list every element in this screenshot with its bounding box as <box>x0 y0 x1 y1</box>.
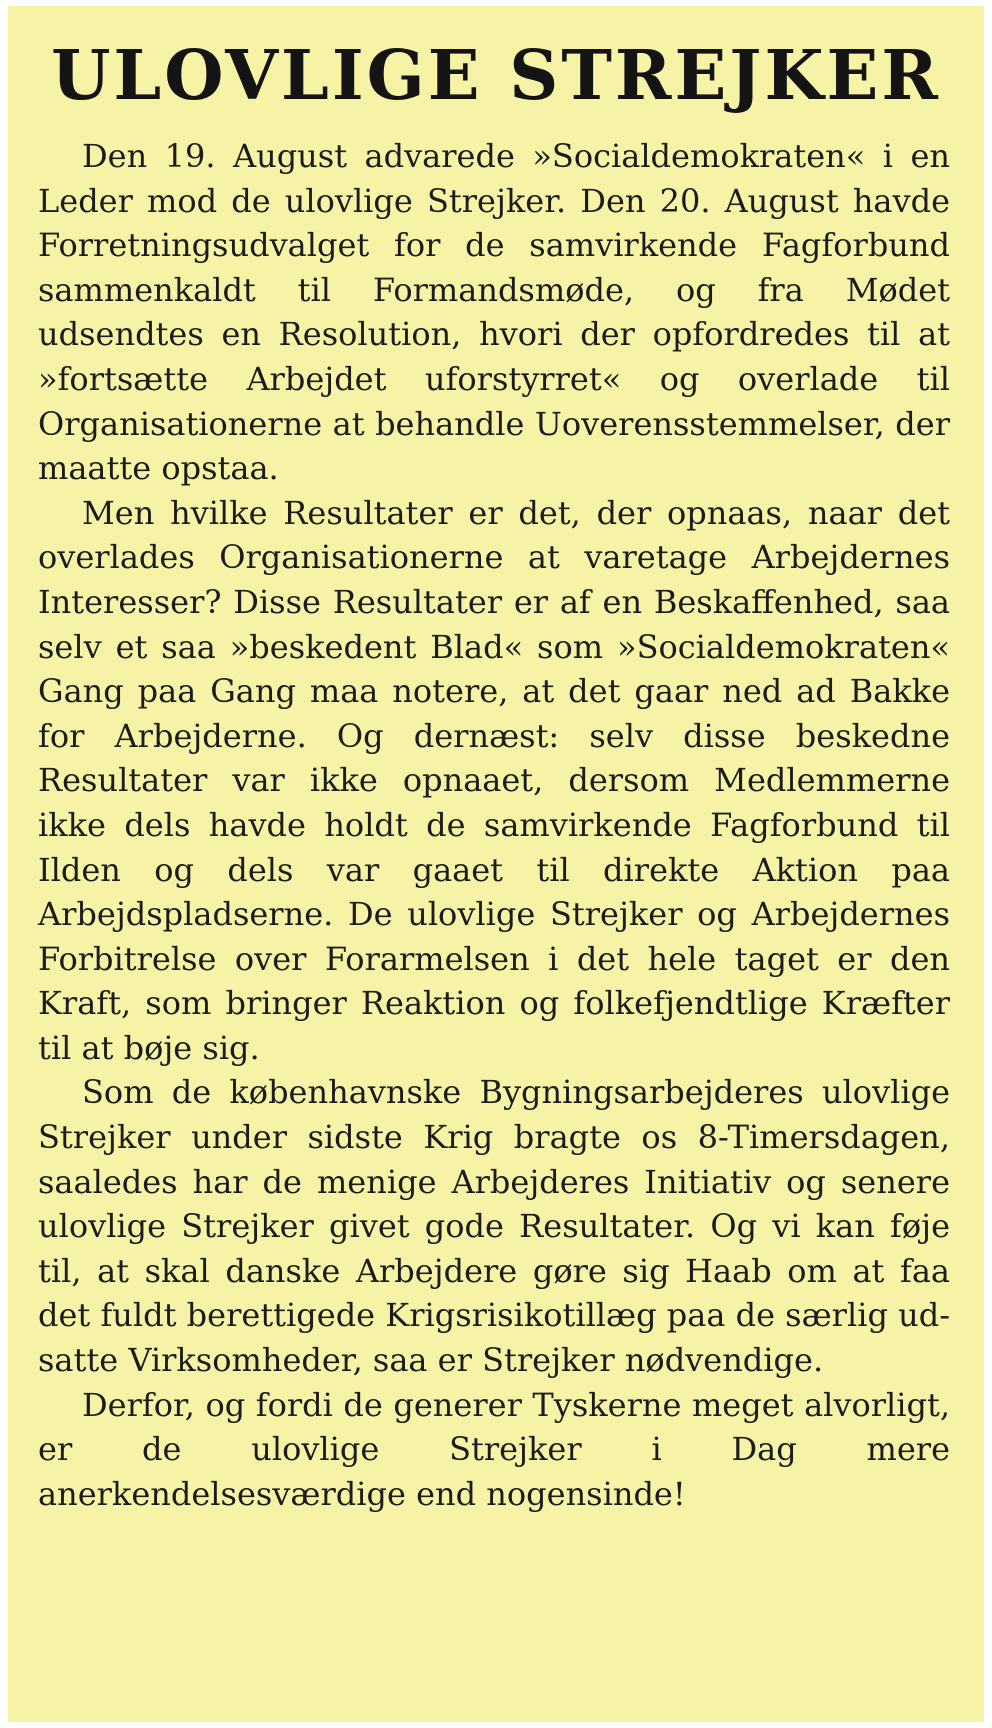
paragraph-4: Derfor, og fordi de generer Tyskerne meget alvorligt, er de ulovlige Strejker i Dag mere anerkendelsesværdige end nogensinde! <box>38 1385 950 1513</box>
paragraph-3: Som de københavnske Bygningsarbejderes ulovlige Strejker under sidste Krig bragte os 8-Timersdagen, saaledes har de menige Arbejderes Initiativ og senere ulovlige Strejker givet gode Resultater. Og vi kan føje til, at skal danske Arbejdere gøre sig Haab om at faa det fuldt berettigede Krigsrisikotillæg paa de særlig udsatte Virksomheder, saa er Strejker nødvendige. <box>38 1073 950 1380</box>
paragraph-1: Den 19. August advarede »Socialdemokraten« i en Leder mod de ulovlige Strejker. Den 20. August havde Forretningsudvalget for de samvirkende Fagforbund sammenkaldt til Formandsmøde, og fra Mødet udsendtes en Resolution, hvori der opfordredes til at »fortsætte Arbejdet uforstyrret« og overlade til Organisationerne at behandle Uoverensstemmelser, der maatte opstaa. <box>38 137 950 488</box>
headline: ULOVLIGE STREJKER <box>51 36 941 116</box>
article-body <box>8 124 984 1516</box>
newspaper-clipping <box>8 6 984 1722</box>
paragraph-2: Men hvilke Resultater er det, der opnaas, naar det overlades Organisationerne at varetage Arbejdernes Interesser? Disse Resultater er af en Beskaffenhed, saa selv et saa »beskedent Blad« som »Socialdemokraten« Gang paa Gang maa notere, at det gaar ned ad Bakke for Arbejderne. Og dernæst: selv disse beskedne Resultater var ikke opnaaet, dersom Medlemmerne ikke dels havde holdt de samvirkende Fagforbund til Ilden og dels var gaaet til direkte Aktion paa Arbejdspladserne. De ulovlige Strejker og Arbejdernes Forbitrelse over Forarmelsen i det hele taget er den Kraft, som bringer Reaktion og folkefjendtlige Kræfter til at bøje sig. <box>38 493 950 1067</box>
